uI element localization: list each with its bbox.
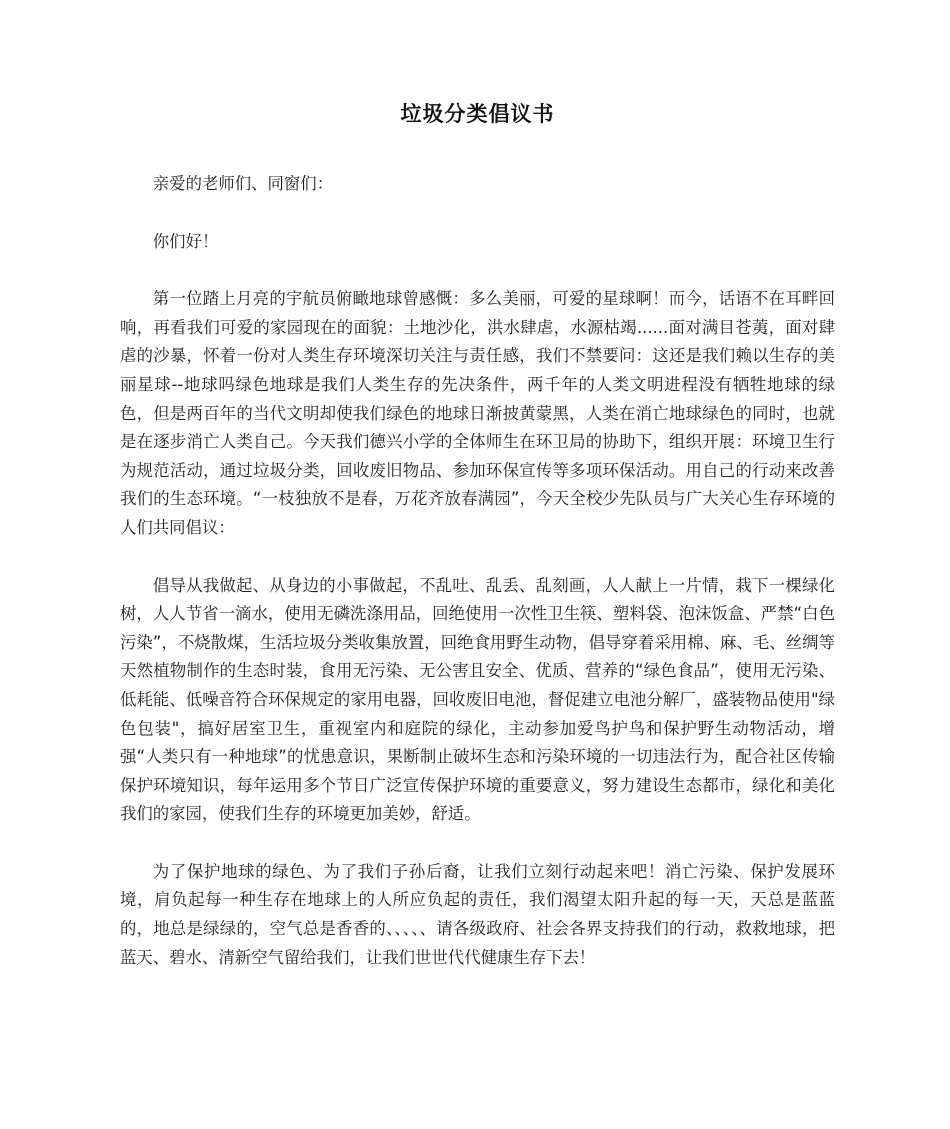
salutation: 亲爱的老师们、同窗们： [152, 174, 334, 193]
greeting: 你们好！ [152, 231, 219, 251]
body-paragraph-closing: 为了保护地球的绿色、为了我们子孙后裔，让我们立刻行动起来吧！消亡污染、保护发展环境，肩负起每一种生存在地球上的人所应负起的责任，我们渴望太阳升起的每一天，天总是蓝蓝的，地总是绿绿的，空气总是香香的、、、、、请各级政府、社会各界支持我们的行动，救救地球，把蓝天、碧水、清新空气留给我们，让我们世世代代健康生存下去！ [120, 861, 835, 967]
document-title: 垃圾分类倡议书 [400, 102, 555, 126]
body-paragraph-intro: 第一位踏上月亮的宇航员俯瞰地球曾感慨：多么美丽，可爱的星球啊！而今，话语不在耳畔回响，再看我们可爱的家园现在的面貌：土地沙化，洪水肆虐，水源枯竭......面对满目苍荑，面对肆虐的沙暴，怀着一份对人类生存环境深切关注与责任感，我们不禁要问：这还是我们赖以生存的美丽星球--地球吗绿色地球是我们人类生存的先决条件，两千年的人类文明进程没有牺牲地球的绿色，但是两百年的当代文明却使我们绿色的地球日渐披黄蒙黑，人类在消亡地球绿色的同时，也就是在逐步消亡人类自己。今天我们德兴小学的全体师生在环卫局的协助下，组织开展：环境卫生行为规范活动，通过垃圾分类，回收废旧物品、参加环保宣传等多项环保活动。用自己的行动来改善我们的生态环境。“一枝独放不是春，万花齐放春满园”，今天全校少先队员与广大关心生存环境的人们共同倡议： [120, 289, 835, 537]
body-paragraph-proposals: 倡导从我做起、从身边的小事做起，不乱吐、乱丢、乱刻画，人人献上一片情，栽下一棵绿化树，人人节省一滴水，使用无磷洗涤用品，回绝使用一次性卫生筷、塑料袋、泡沫饭盒、严禁“白色污染”，不烧散煤，生活垃圾分类收集放置，回绝食用野生动物，倡导穿着采用棉、麻、毛、丝绸等天然植物制作的生态时装，食用无污染、无公害且安全、优质、营养的“绿色食品”，使用无污染、低耗能、低噪音符合环保规定的家用电器，回收废旧电池，督促建立电池分解厂，盛装物品使用"绿色包装"，搞好居室卫生，重视室内和庭院的绿化，主动参加爱鸟护鸟和保护野生动物活动，增强“人类只有一种地球”的忧患意识，果断制止破坏生态和污染环境的一切违法行为，配合社区传输保护环境知识，每年运用多个节日广泛宣传保护环境的重要意义，努力建设生态都市，绿化和美化我们的家园，使我们生存的环境更加美妙，舒适。 [120, 575, 835, 824]
